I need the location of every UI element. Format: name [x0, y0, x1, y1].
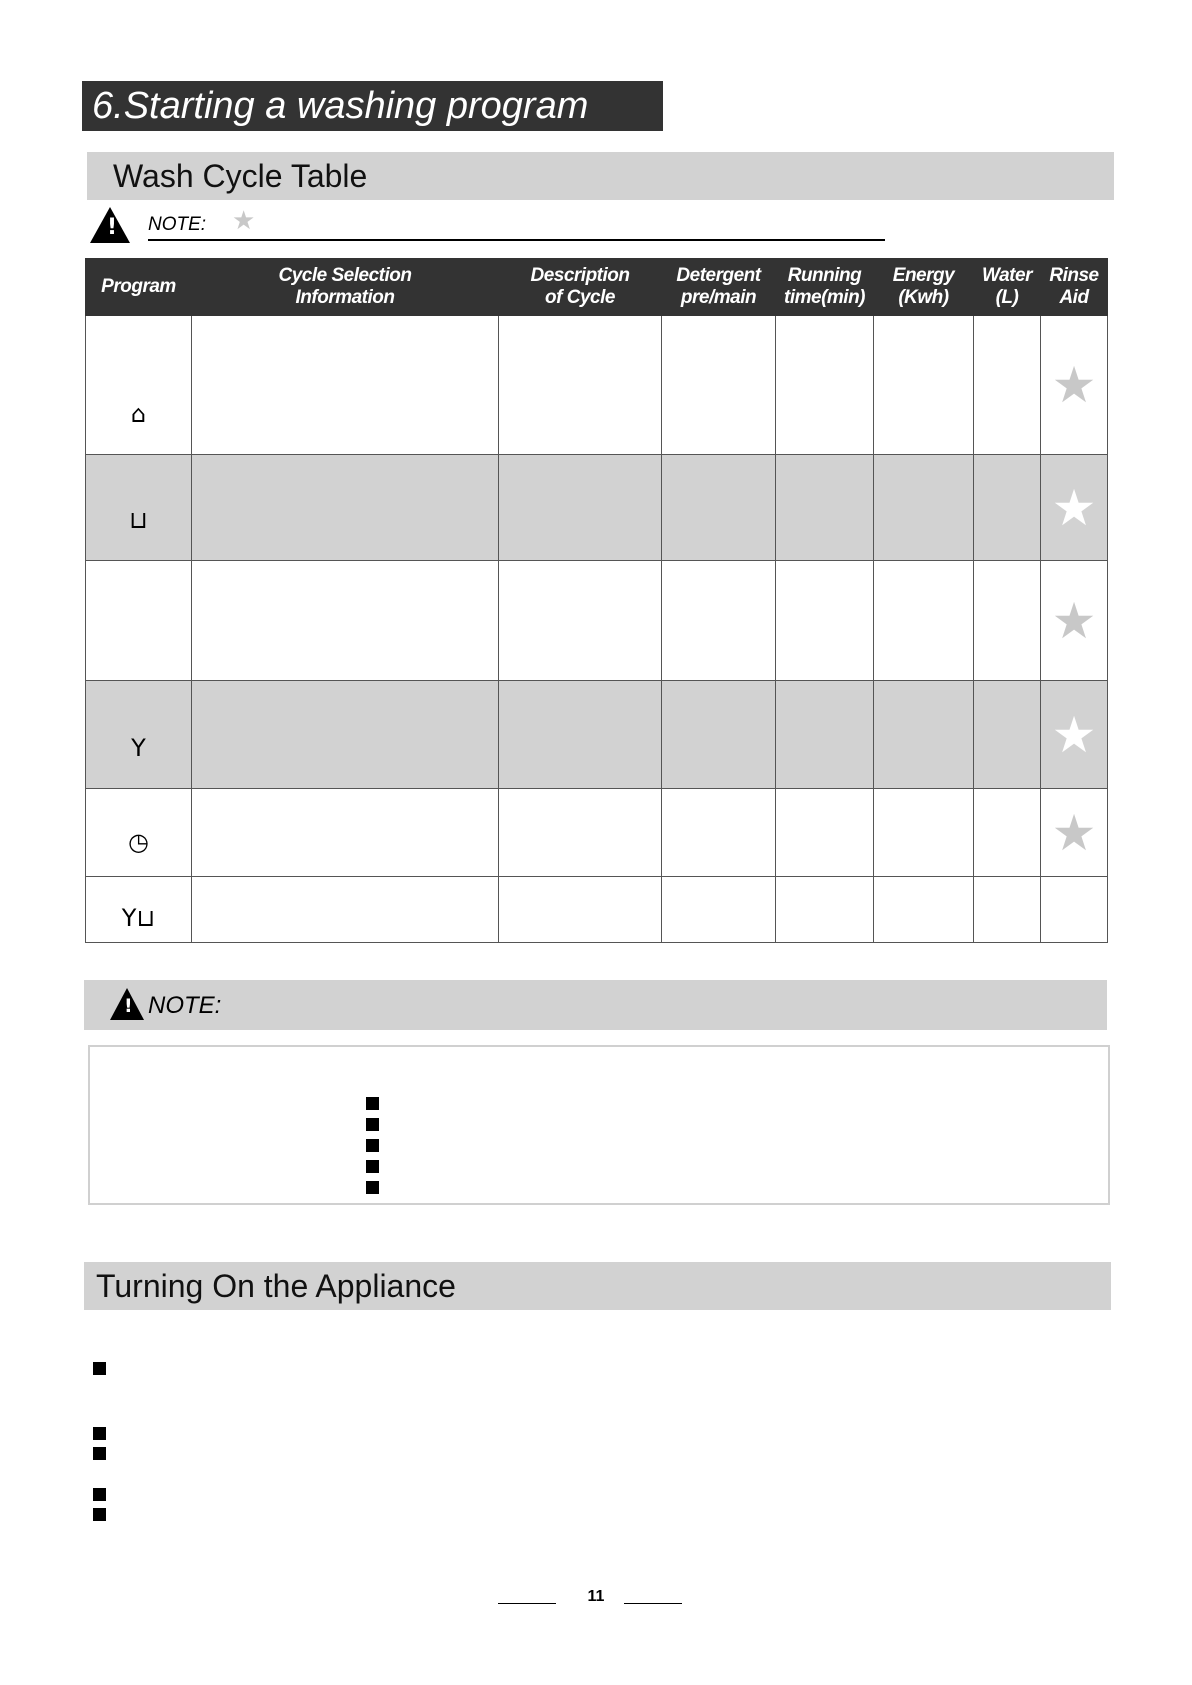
header-description: Description of Cycle — [499, 259, 662, 316]
header-rinse-aid: Rinse Aid — [1041, 259, 1108, 316]
header-energy: Energy (Kwh) — [874, 259, 974, 316]
program-cell — [86, 316, 192, 455]
pot-icon: ⊔ — [129, 506, 148, 534]
table-row — [86, 316, 1108, 455]
star-icon: ★ — [1051, 356, 1097, 414]
page-number: 11 — [587, 1588, 605, 1605]
wash-cycle-table-heading-bar — [87, 152, 1114, 200]
bullet-square — [366, 1139, 379, 1152]
table-note-label: NOTE: — [148, 214, 207, 235]
rinse-aid-cell — [1041, 877, 1108, 943]
header-program: Program — [86, 259, 192, 316]
table-row — [86, 455, 1108, 561]
table-row — [86, 789, 1108, 877]
bullet-square — [93, 1362, 106, 1375]
turning-on-heading-bar — [84, 1262, 1111, 1310]
glass-and-cup-icon: Y⊔ — [121, 904, 156, 932]
program-cell — [86, 561, 192, 681]
bullet-square — [366, 1097, 379, 1110]
table-row — [86, 561, 1108, 681]
note-underline — [148, 239, 885, 241]
bullet-square — [366, 1160, 379, 1173]
warning-icon — [90, 207, 130, 243]
program-cell — [86, 681, 192, 789]
header-water: Water (L) — [974, 259, 1041, 316]
warning-icon — [110, 988, 144, 1020]
wash-cycle-table — [85, 258, 1108, 943]
bullet-square — [366, 1118, 379, 1131]
note-box — [88, 1045, 1110, 1205]
wash-cycle-table-heading: Wash Cycle Table — [113, 158, 368, 194]
turning-on-heading: Turning On the Appliance — [96, 1268, 456, 1304]
rinse-aid-cell — [1041, 455, 1108, 561]
header-running-time: Running time(min) — [776, 259, 874, 316]
header-cycle-selection: Cycle Selection Information — [192, 259, 499, 316]
table-note — [90, 205, 800, 249]
page-number-rule-right — [624, 1603, 682, 1604]
bullet-square — [93, 1447, 106, 1460]
rinse-aid-cell — [1041, 561, 1108, 681]
note-bar — [84, 980, 1107, 1030]
bullet-square — [93, 1508, 106, 1521]
rinse-aid-cell — [1041, 681, 1108, 789]
program-cell — [86, 877, 192, 943]
bullet-square — [366, 1181, 379, 1194]
bullet-square — [93, 1427, 106, 1440]
star-icon: ★ — [1051, 803, 1097, 862]
clock-90-icon: ◷ — [128, 828, 149, 856]
note-label: NOTE: — [148, 992, 222, 1019]
pot-lid-icon: ⌂ — [130, 400, 147, 428]
section-title: 6.Starting a washing program — [82, 81, 663, 131]
star-icon: ★ — [1051, 591, 1097, 650]
program-cell — [86, 789, 192, 877]
star-icon: ★ — [1051, 705, 1097, 764]
bullet-square — [93, 1488, 106, 1501]
wine-glass-icon: Y — [131, 734, 146, 762]
table-header-row — [86, 259, 1108, 316]
program-cell — [86, 455, 192, 561]
rinse-aid-cell — [1041, 316, 1108, 455]
table-row — [86, 681, 1108, 789]
rinse-aid-cell — [1041, 789, 1108, 877]
star-icon: ★ — [1051, 478, 1097, 537]
star-icon: ★ — [232, 205, 256, 235]
table-row — [86, 877, 1108, 943]
header-detergent: Detergent pre/main — [662, 259, 776, 316]
